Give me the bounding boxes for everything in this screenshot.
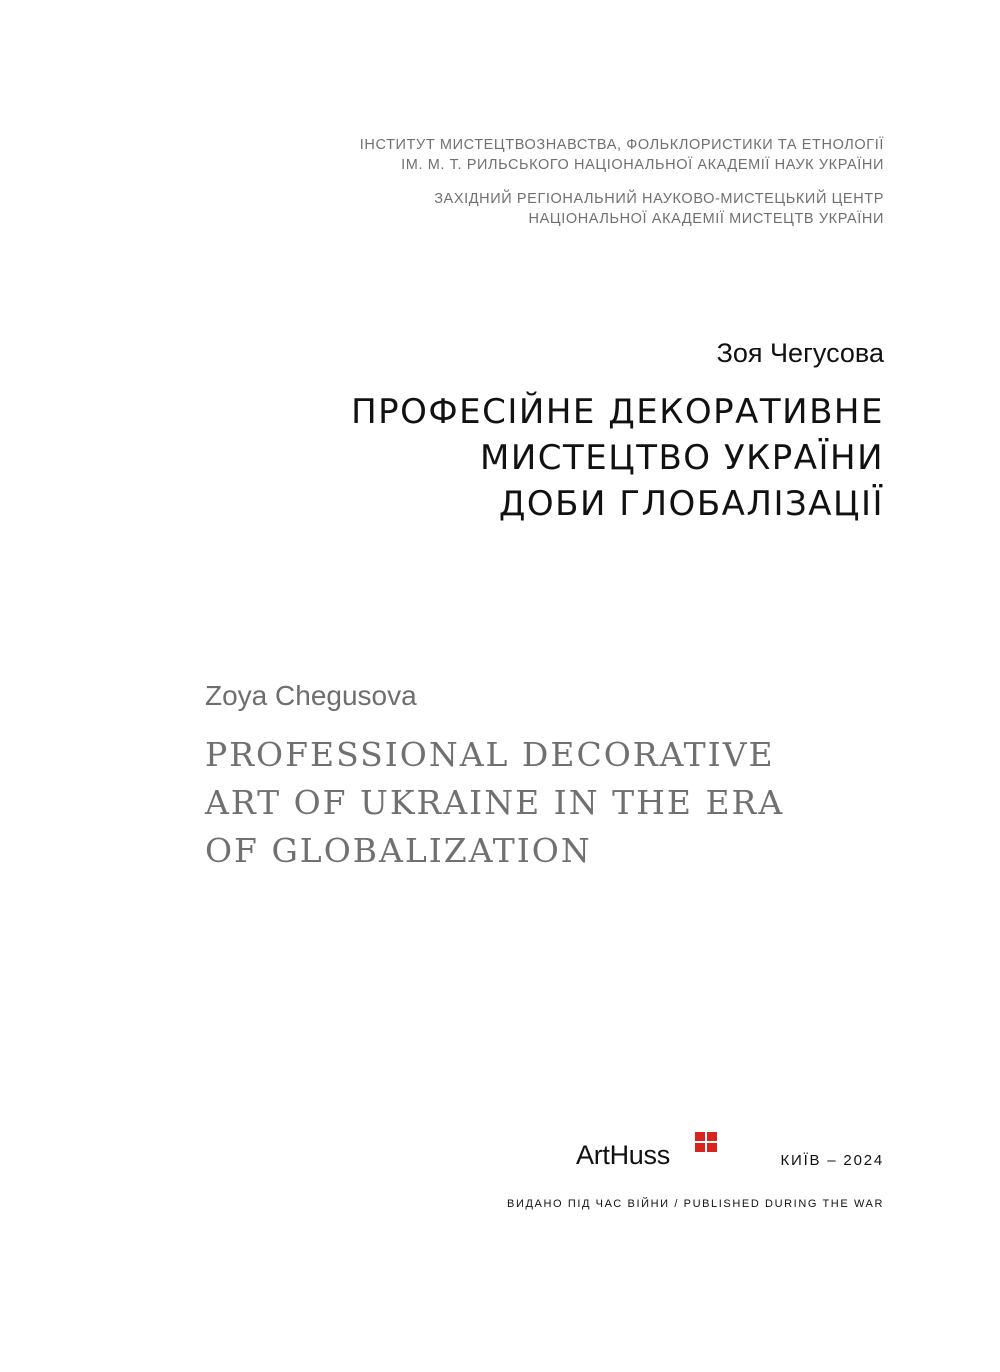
city-year: КИЇВ – 2024	[780, 1152, 884, 1169]
publisher-row	[464, 1132, 884, 1172]
author-english: Zoya Chegusova	[205, 680, 417, 711]
title-ukrainian-line-3: ДОБИ ГЛОБАЛІЗАЦІЇ	[498, 484, 884, 524]
institution-2-line-2: НАЦІОНАЛЬНОЇ АКАДЕМІЇ МИСТЕЦТВ УКРАЇНИ	[528, 211, 884, 227]
title-english	[205, 731, 784, 875]
publisher-logo-text: ArtHuss	[576, 1140, 670, 1170]
institution-2-line-1: ЗАХІДНИЙ РЕГІОНАЛЬНИЙ НАУКОВО-МИСТЕЦЬКИЙ ЦЕНТР	[434, 191, 884, 207]
institution-1-line-2: ІМ. М. Т. РИЛЬСЬКОГО НАЦІОНАЛЬНОЇ АКАДЕМІЇ НАУК УКРАЇНИ	[401, 157, 884, 173]
title-english-line-2: ART OF UKRAINE IN THE ERA	[205, 783, 785, 822]
institution-1	[360, 135, 884, 175]
title-ukrainian	[351, 389, 884, 527]
author-ukrainian: Зоя Чегусова	[716, 338, 884, 368]
published-during-war-note: ВИДАНО ПІД ЧАС ВІЙНИ / PUBLISHED DURING THE WAR	[507, 1198, 884, 1210]
logo-square-bottom-left	[695, 1143, 705, 1152]
title-ukrainian-line-2: МИСТЕЦТВО УКРАЇНИ	[480, 438, 884, 478]
logo-square-top-left	[695, 1132, 705, 1141]
title-english-line-1: PROFESSIONAL DECORATIVE	[205, 735, 775, 774]
institution-2	[360, 189, 884, 229]
title-ukrainian-line-1: ПРОФЕСІЙНЕ ДЕКОРАТИВНЕ	[351, 392, 884, 432]
institution-1-line-1: ІНСТИТУТ МИСТЕЦТВОЗНАВСТВА, ФОЛЬКЛОРИСТИКИ ТА ЕТНОЛОГІЇ	[359, 137, 884, 153]
institutions-header	[360, 135, 884, 243]
title-english-line-3: OF GLOBALIZATION	[205, 831, 592, 870]
red-cross-squares-icon	[695, 1132, 717, 1152]
logo-square-top-right	[707, 1132, 717, 1141]
logo-square-bottom-right	[707, 1143, 717, 1152]
